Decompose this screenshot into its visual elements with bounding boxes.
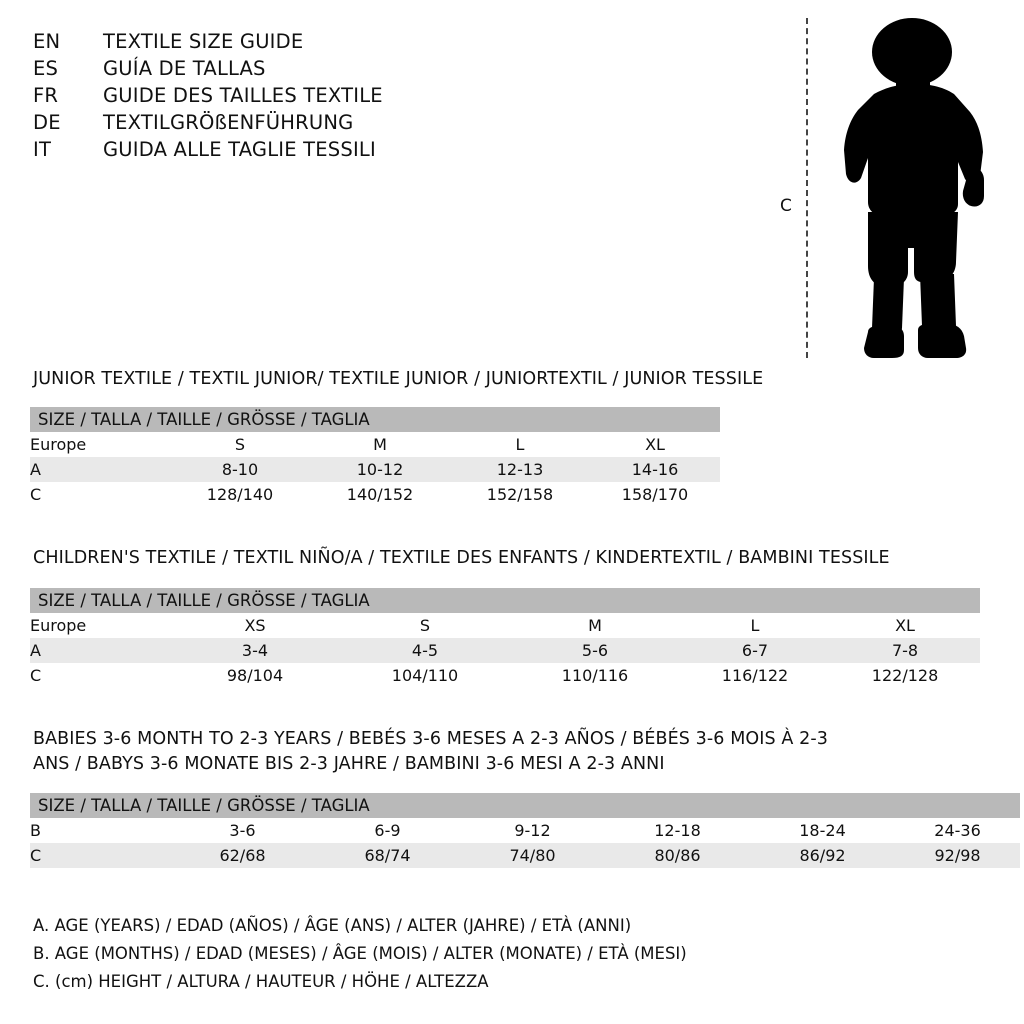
language-title: GUIDA ALLE TAGLIE TESSILI — [103, 138, 376, 161]
legend-line-height: C. (cm) HEIGHT / ALTURA / HAUTEUR / HÖHE / ALTEZZA — [33, 972, 489, 991]
cell-value: 3-4 — [170, 638, 340, 663]
cell-value: 3-6 — [170, 818, 315, 843]
cell-value: 98/104 — [170, 663, 340, 688]
table-title-row — [30, 588, 980, 613]
legend-line-age-months: B. AGE (MONTHS) / EDAD (MESES) / ÂGE (MOIS) / ALTER (MONATE) / ETÀ (MESI) — [33, 944, 687, 963]
cell-value: 110/116 — [510, 663, 680, 688]
language-row — [33, 55, 493, 82]
row-label: B — [30, 818, 170, 843]
language-code: ES — [33, 57, 59, 80]
height-measure-label: C — [780, 196, 792, 216]
cell-value: 12-18 — [605, 818, 750, 843]
cell-value: 7-8 — [830, 638, 980, 663]
row-label: C — [30, 482, 170, 507]
table-row — [30, 818, 1020, 843]
cell-value: L — [680, 613, 830, 638]
cell-value: 18-24 — [750, 818, 895, 843]
row-label: Europe — [30, 613, 170, 638]
cell-value: 92/98 — [895, 843, 1020, 868]
section-heading-junior: JUNIOR TEXTILE / TEXTIL JUNIOR/ TEXTILE JUNIOR / JUNIORTEXTIL / JUNIOR TESSILE — [33, 369, 764, 389]
table-row — [30, 638, 980, 663]
language-code: IT — [33, 138, 52, 161]
table-row — [30, 432, 720, 457]
cell-value: 86/92 — [750, 843, 895, 868]
children-size-table — [30, 588, 980, 688]
cell-value: XL — [590, 432, 720, 457]
height-figure — [760, 10, 1010, 360]
cell-value: 9-12 — [460, 818, 605, 843]
cell-value: 116/122 — [680, 663, 830, 688]
table-row — [30, 457, 720, 482]
table-title-row — [30, 407, 720, 432]
table-row — [30, 613, 980, 638]
cell-value: 12-13 — [450, 457, 590, 482]
cell-value: S — [340, 613, 510, 638]
child-silhouette-icon — [830, 16, 1005, 364]
cell-value: 158/170 — [590, 482, 720, 507]
language-code: FR — [33, 84, 59, 107]
row-label: C — [30, 843, 170, 868]
language-code: EN — [33, 30, 61, 53]
row-label: Europe — [30, 432, 170, 457]
cell-value: 104/110 — [340, 663, 510, 688]
cell-value: 10-12 — [310, 457, 450, 482]
section-heading-babies: BABIES 3-6 MONTH TO 2-3 YEARS / BEBÉS 3-6 MESES A 2-3 AÑOS / BÉBÉS 3-6 MOIS À 2-3 ANS / BABYS 3-6 MONATE BIS 2-3 JAHRE / BAMBINI 3-6 MESI A 2-3 ANNI — [33, 729, 829, 774]
cell-value: 8-10 — [170, 457, 310, 482]
cell-value: 152/158 — [450, 482, 590, 507]
row-label: A — [30, 638, 170, 663]
language-title-block — [33, 28, 493, 163]
cell-value: 140/152 — [310, 482, 450, 507]
language-title: GUIDE DES TAILLES TEXTILE — [103, 84, 383, 107]
babies-size-table — [30, 793, 1020, 868]
cell-value: 68/74 — [315, 843, 460, 868]
cell-value: XL — [830, 613, 980, 638]
cell-value: M — [510, 613, 680, 638]
language-title: TEXTILE SIZE GUIDE — [103, 30, 304, 53]
cell-value: M — [310, 432, 450, 457]
junior-size-table — [30, 407, 720, 507]
legend-block — [33, 912, 933, 996]
junior-table-title: SIZE / TALLA / TAILLE / GRÖSSE / TAGLIA — [30, 407, 720, 432]
cell-value: 24-36 — [895, 818, 1020, 843]
language-title: GUÍA DE TALLAS — [103, 57, 266, 80]
table-row — [30, 843, 1020, 868]
height-dashed-line — [806, 18, 808, 358]
table-title-row — [30, 793, 1020, 818]
row-label: A — [30, 457, 170, 482]
language-row — [33, 109, 493, 136]
cell-value: 122/128 — [830, 663, 980, 688]
cell-value: 128/140 — [170, 482, 310, 507]
cell-value: S — [170, 432, 310, 457]
cell-value: 5-6 — [510, 638, 680, 663]
row-label: C — [30, 663, 170, 688]
cell-value: 74/80 — [460, 843, 605, 868]
cell-value: 62/68 — [170, 843, 315, 868]
language-row — [33, 28, 493, 55]
table-row — [30, 663, 980, 688]
cell-value: XS — [170, 613, 340, 638]
section-heading-children: CHILDREN'S TEXTILE / TEXTIL NIÑO/A / TEXTILE DES ENFANTS / KINDERTEXTIL / BAMBINI TESSILE — [33, 548, 890, 568]
cell-value: 4-5 — [340, 638, 510, 663]
cell-value: L — [450, 432, 590, 457]
cell-value: 14-16 — [590, 457, 720, 482]
language-row — [33, 136, 493, 163]
language-row — [33, 82, 493, 109]
language-code: DE — [33, 111, 61, 134]
babies-table-title: SIZE / TALLA / TAILLE / GRÖSSE / TAGLIA — [30, 793, 1020, 818]
language-title: TEXTILGRÖßENFÜHRUNG — [103, 111, 354, 134]
cell-value: 80/86 — [605, 843, 750, 868]
cell-value: 6-7 — [680, 638, 830, 663]
cell-value: 6-9 — [315, 818, 460, 843]
legend-line-age-years: A. AGE (YEARS) / EDAD (AÑOS) / ÂGE (ANS) / ALTER (JAHRE) / ETÀ (ANNI) — [33, 916, 632, 935]
children-table-title: SIZE / TALLA / TAILLE / GRÖSSE / TAGLIA — [30, 588, 980, 613]
table-row — [30, 482, 720, 507]
